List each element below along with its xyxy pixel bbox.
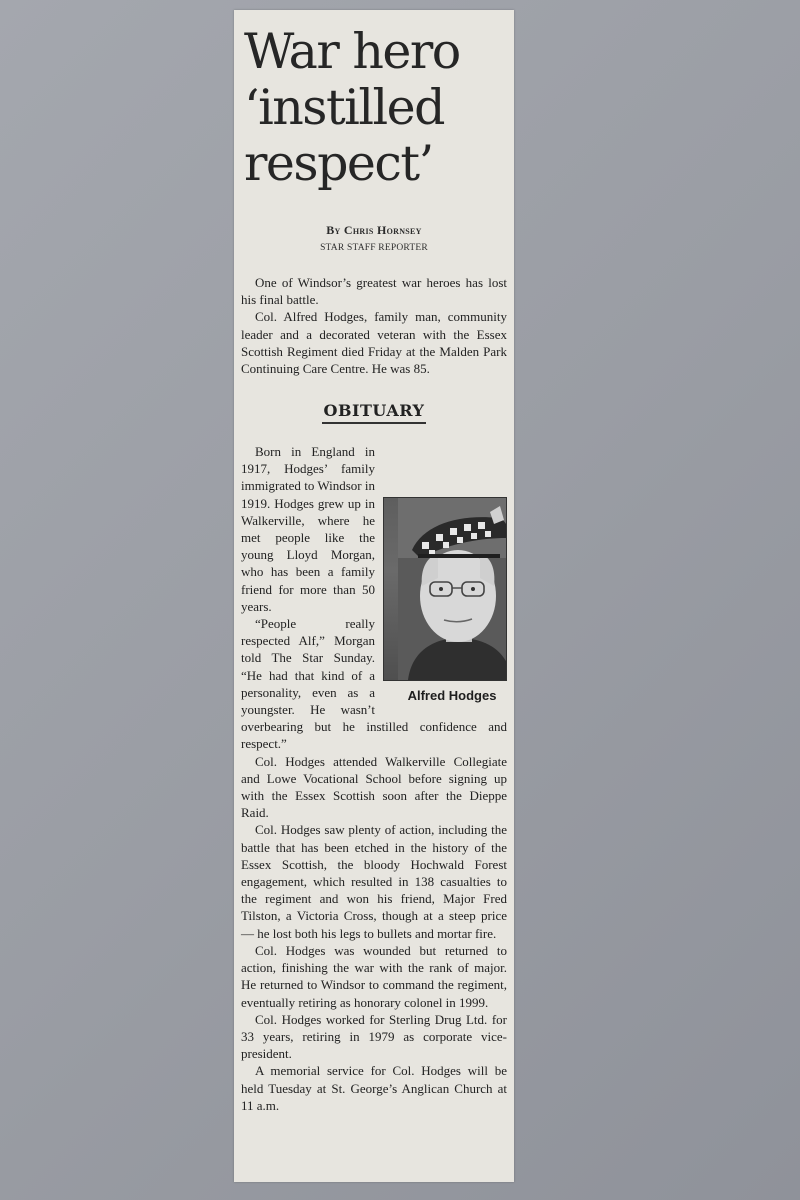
intro-paragraph: One of Windsor’s greatest war heroes has lost his final battle. (241, 275, 507, 308)
headline-line-3: respect’ (244, 135, 433, 192)
byline-role: STAR STAFF REPORTER (320, 243, 428, 253)
body-paragraph: Col. Hodges was wounded but returned to action, finishing the war with the rank of major. He returned to Windsor to command the regiment, eventually retiring as honorary colonel in 1999. (241, 942, 507, 1010)
portrait-photo (383, 497, 507, 681)
body-paragraph: Col. Hodges saw plenty of action, including the battle that has been etched in the history of the Essex Scottish, the bloody Hochwald Forest engagement, which resulted in 138 casualties to the regiment and won his friend, Major Fred Tilston, a Victoria Cross, though at a steep price — he lost both his legs to bullets and mortar fire. (241, 822, 507, 941)
newspaper-clipping (234, 10, 514, 1182)
portrait-illustration (398, 498, 507, 680)
article-body (241, 443, 507, 1114)
body-paragraph-text: Born in England in 1917, Hodges’ family immigrated to Windsor in 1919. Hodges grew up in Walkerville, where he met people like the young Lloyd Morgan, who has been a family friend for more than 50 years. (241, 444, 375, 614)
photo-caption: Alfred Hodges (407, 688, 497, 703)
body-paragraph: Col. Hodges attended Walkerville Collegiate and Lowe Vocational School before signing up with the Essex Scottish soon after the Dieppe Raid. (241, 753, 507, 821)
headline (244, 24, 506, 192)
section-heading (234, 401, 514, 424)
intro-text (241, 274, 507, 377)
headline-line-2: ‘instilled (244, 79, 445, 136)
section-label: OBITUARY (322, 401, 427, 424)
body-paragraph: “People really respected Alf,” Morgan told The Star Sunday. “He had that kind of a personality, even as a youngster. He wasn’t overbearing but he instilled confidence and respect.” (241, 616, 507, 752)
headline-line-1: War hero (244, 23, 460, 80)
body-paragraph: A memorial service for Col. Hodges will be held Tuesday at St. George’s Anglican Church at 11 a.m. (241, 1063, 507, 1113)
photo-block (383, 497, 507, 704)
body-paragraph: Col. Hodges worked for Sterling Drug Ltd. for 33 years, retiring in 1979 as corporate vice-president. (241, 1011, 507, 1062)
byline-author: By Chris Hornsey (326, 223, 422, 237)
intro-paragraph: Col. Alfred Hodges, family man, community leader and a decorated veteran with the Essex Scottish Regiment died Friday at the Malden Park Continuing Care Centre. He was 85. (241, 309, 507, 377)
